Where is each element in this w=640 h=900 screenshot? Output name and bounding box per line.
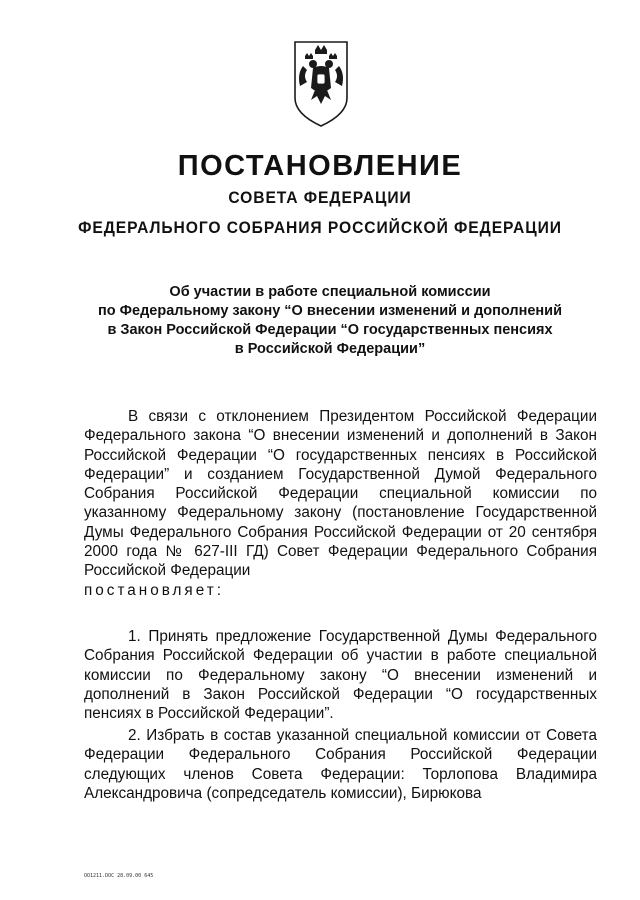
subject-line: по Федеральному закону “О внесении изменений и дополнений (97, 303, 562, 319)
resolution-item-1: 1. Принять предложение Государственной Думы Федерального Собрания Российской Федерации об участии в работе специальной комиссии по Федеральному закону “О внесении изменений и дополнений в Закон Российской Федерации “О государственных пенсиях в Российской Федерации”. (84, 628, 597, 723)
preamble-paragraph (84, 407, 597, 600)
resolves-text: постановляет: (84, 581, 224, 599)
subject-line: в Закон Российской Федерации “О государственных пенсиях (107, 322, 553, 338)
document-subject (80, 283, 580, 359)
resolution-item-2: 2. Избрать в состав указанной специальной комиссии от Совета Федерации Федерального Собрания Российской Федерации следующих членов Совета Федерации: Торлопова Владимира Александровича (сопредседатель комиссии), Бирюкова (84, 727, 597, 802)
issuer-line-1: СОВЕТА ФЕДЕРАЦИИ (228, 188, 412, 207)
document-title: ПОСТАНОВЛЕНИЕ (177, 150, 463, 182)
issuer-line-2: ФЕДЕРАЛЬНОГО СОБРАНИЯ РОССИЙСКОЙ ФЕДЕРАЦИИ (78, 218, 562, 237)
coat-of-arms-icon (293, 40, 349, 128)
subject-line: в Российской Федерации” (234, 341, 426, 357)
file-reference: ОО1211.DOC 28.09.00 645 (84, 873, 154, 879)
subject-line: Об участии в работе специальной комиссии (169, 284, 491, 300)
preamble-text: В связи с отклонением Президентом Российской Федерации Федерального закона “О внесении изменений и дополнений в Закон Российской Федерации “О государственных пенсиях в Российской Федерации” и созданием Государственной Думой Федерального Собрания Российской Федерации специальной комиссии по указанному Федеральному закону (постановление Государственной Думы Федерального Собрания Российской Федерации от 20 сентября 2000 года № 627-III ГД) Совет Федерации Федерального Собрания Российской Федерации (84, 408, 597, 580)
